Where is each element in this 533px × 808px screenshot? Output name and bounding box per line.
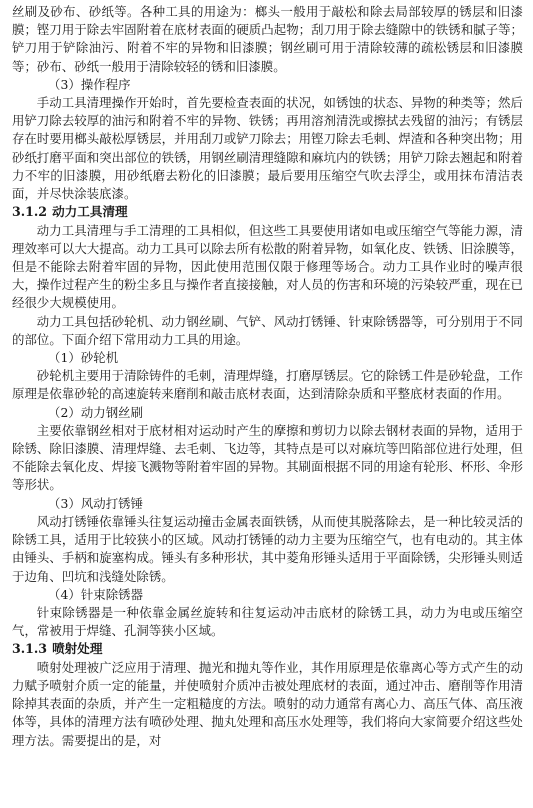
heading-operation-procedure: （3）操作程序 xyxy=(48,76,131,92)
heading-grinder: （1）砂轮机 xyxy=(48,350,119,366)
section-number: 3.1.3 xyxy=(12,641,48,657)
paragraph-power-tools-list: 动力工具包括砂轮机、动力钢丝刷、气铲、风动打锈锤、针束除锈器等，可分别用于不同的部位。下面介绍下常用动力工具的用途。 xyxy=(12,313,523,347)
section-title: 喷射处理 xyxy=(52,641,103,657)
paragraph-procedure: 手动工具清理操作开始时，首先要检查表面的状况，如锈蚀的状态、异物的种类等；然后用铲刀除去较厚的油污和附着不牢的异物、铁锈；再用溶剂清洗或擦拭去残留的油污；有锈层存在时要用榔头敲松厚锈层，并用刮刀或铲刀除去；用铿刀除去毛刺、焊渣和各种突出物；用砂纸打磨平面和突出部位的铁锈，用钢丝刷清理缝隙和麻坑内的铁锈；用铲刀除去翘起和附着力不牢的旧漆膜，用砂纸磨去粉化的旧漆膜；最后要用压缩空气吹去浮尘，或用抹布清洁表面，并尽快涂装底漆。 xyxy=(12,95,523,202)
heading-needle-scaler: （4）针束除锈器 xyxy=(48,586,144,602)
paragraph-pneumatic-hammer: 风动打锈锤依靠锤头往复运动撞击金属表面铁锈，从而使其脱落除去，是一种比较灵活的除锈工具，适用于比较狭小的区域。风动打锈锤的动力主要为压缩空气，也有电动的。其主体由锤头、手柄和旋塞构成。锤头有多种形状，其中菱角形锤头适用于平面除锈，尖形锤头则适于边角、凹坑和浅缝处除锈。 xyxy=(12,513,523,584)
paragraph-power-tools-intro: 动力工具清理与手工清理的工具相似，但这些工具要使用诸如电或压缩空气等能力源，清理效率可以大大提高。动力工具可以除去所有松散的附着异物，如氧化皮、铁锈、旧涂膜等，但是不能除去附着牢固的异物，因此使用范围仅限于修理等场合。动力工具作业时的噪声很大，操作过程产生的粉尘多且与操作者直接接触，对人员的伤害和环境的污染较严重，现在已经很少大规模使用。 xyxy=(12,222,523,311)
section-title: 动力工具清理 xyxy=(52,204,128,220)
paragraph-needle-scaler: 针束除锈器是一种依靠金属丝旋转和往复运动冲击底材的除锈工具，动力为电或压缩空气，常被用于焊缝、孔洞等狭小区域。 xyxy=(12,604,523,639)
paragraph-wire-brush: 主要依靠钢丝相对于底材相对运动时产生的摩擦和剪切力以除去钢材表面的异物，适用于除锈、除旧漆膜、清理焊缝、去毛刺、飞边等，其特点是可以对麻坑等凹陷部位进行处理，但不能除去氧化皮、焊接飞溅物等附着牢固的异物。其刷面根据不同的用途有轮形、杯形、伞形等形状。 xyxy=(12,422,523,493)
paragraph-tool-uses: 丝刷及砂布、砂纸等。各种工具的用途为：榔头一般用于敲松和除去局部较厚的锈层和旧漆膜；铿刀用于除去牢固附着在底材表面的硬质凸起物；刮刀用于除去缝隙中的铁锈和腻子等；铲刀用于铲除油污、附着不牢的异物和旧漆膜；钢丝刷可用于清除较薄的疏松锈层和旧漆膜等；砂布、砂纸一般用于清除较轻的锈和旧漆膜。 xyxy=(12,4,523,74)
section-heading-3-1-2 xyxy=(12,203,523,221)
heading-wire-brush: （2）动力钢丝刷 xyxy=(48,404,144,420)
paragraph-grinder: 砂轮机主要用于清除铸件的毛刺，清理焊缝，打磨厚锈层。它的除锈工件是砂轮盘，工作原理是依靠砂轮的高速旋转来磨削和敲击底材表面，达到清除杂质和平整底材表面的作用。 xyxy=(12,368,523,402)
heading-pneumatic-hammer: （3）风动打锈锤 xyxy=(48,495,144,511)
section-number: 3.1.2 xyxy=(12,204,48,220)
paragraph-blasting: 喷射处理被广泛应用于清理、抛光和抛丸等作业，其作用原理是依靠离心等方式产生的动力赋予喷射介质一定的能量，并使喷射介质冲击被处理底材的表面，通过冲击、磨削等作用清除掉其表面的杂质，并产生一定粗糙度的方法。喷射的动力通常有离心力、高压气体、高压液体等，具体的清理方法有喷砂处理、抛丸处理和高压水处理等，我们将向大家简要介绍这些处理方法。需要提出的是，对 xyxy=(12,659,523,748)
section-heading-3-1-3 xyxy=(12,640,523,658)
